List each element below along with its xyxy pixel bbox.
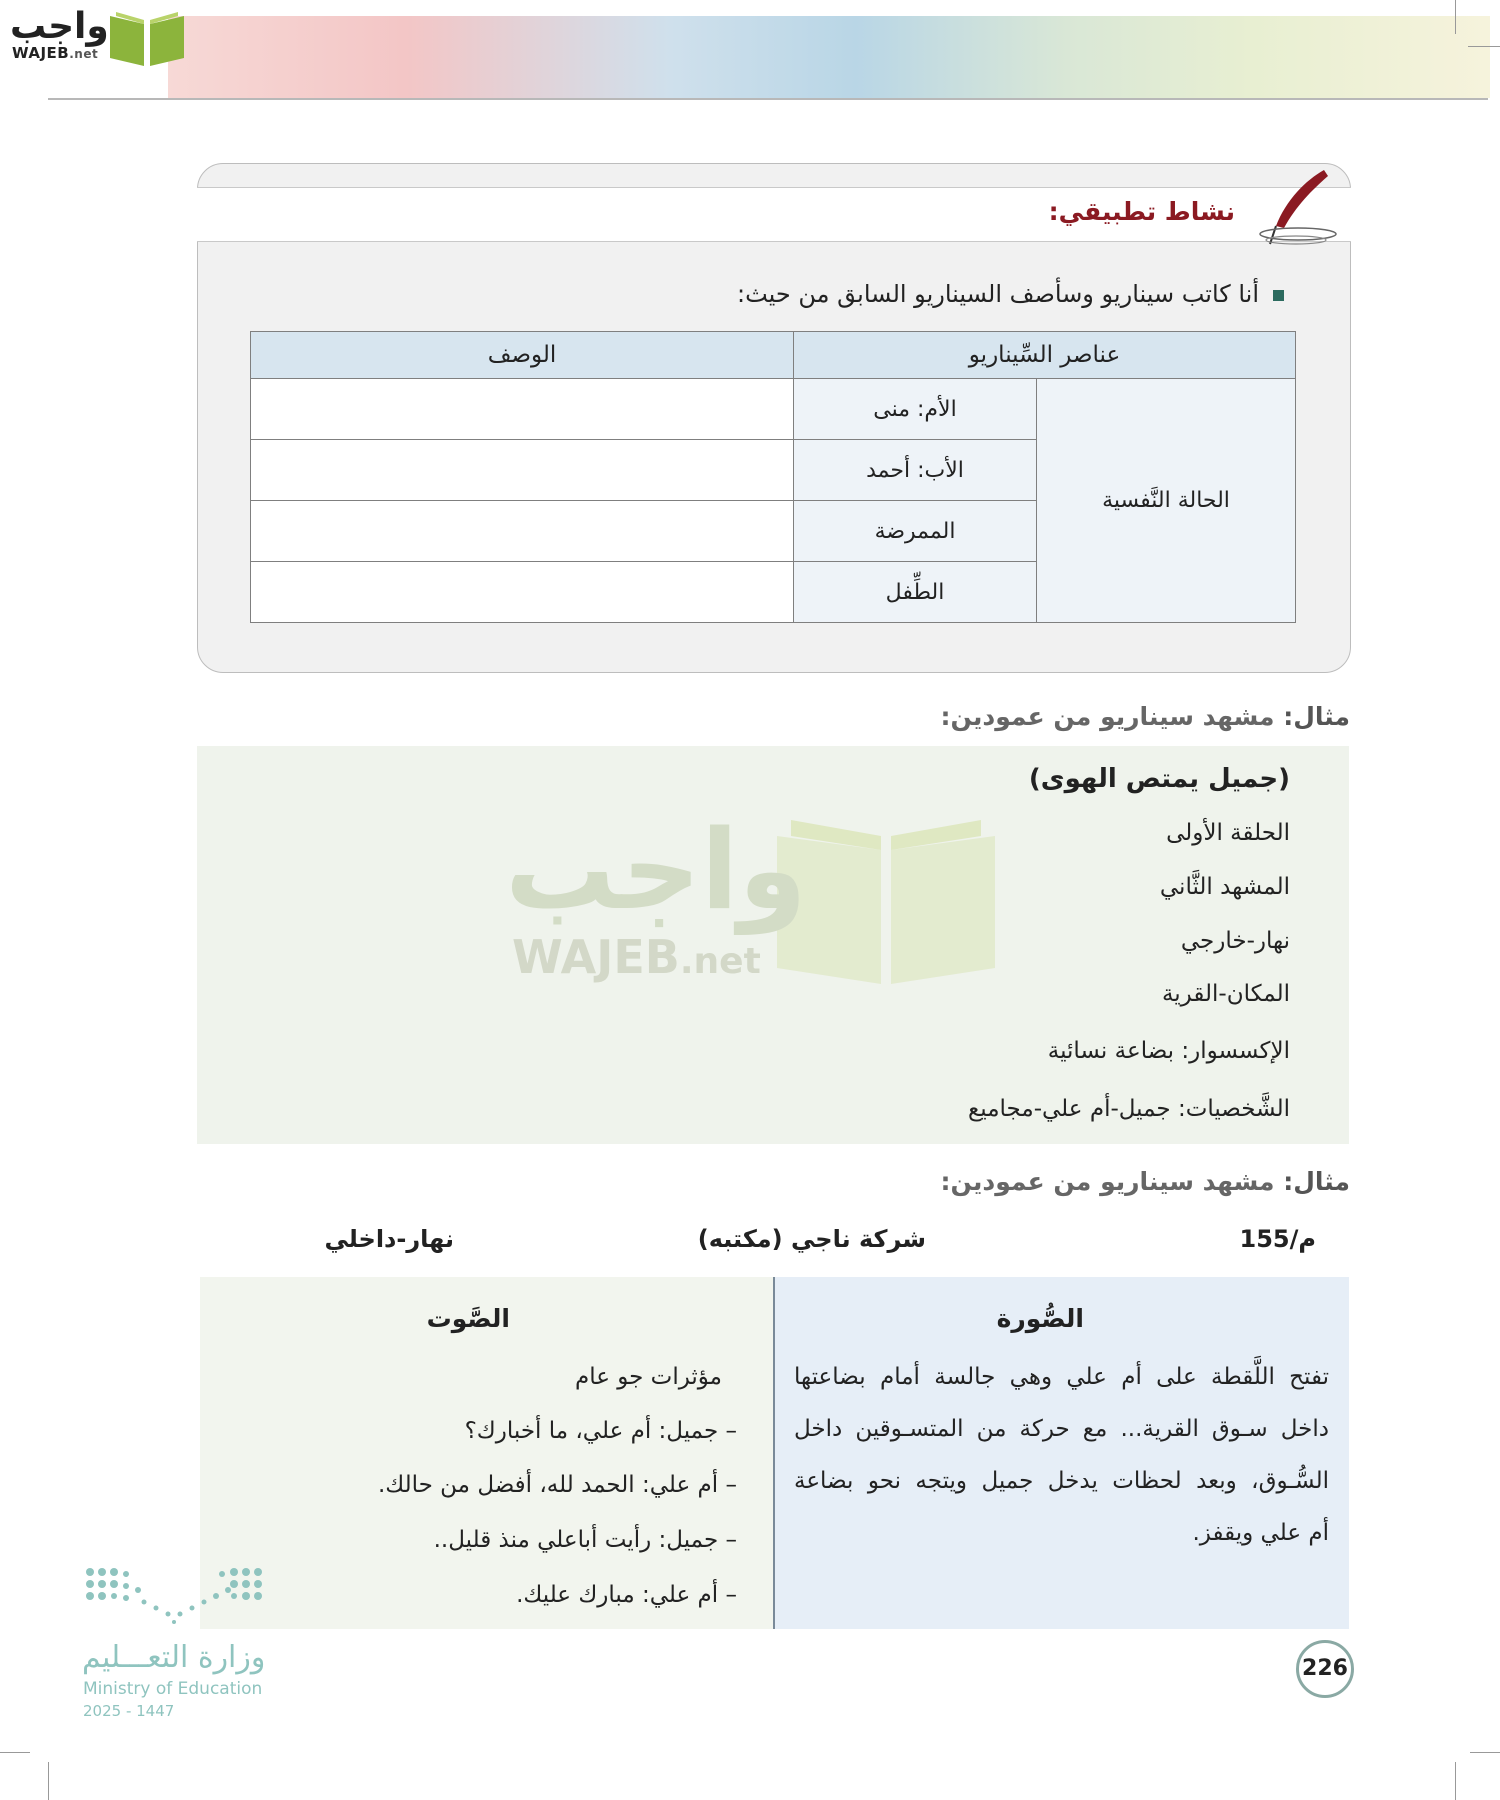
example1-line: المكان-القرية [1161, 981, 1290, 1007]
crop-mark [1455, 1762, 1456, 1800]
picture-line: السُّـوق، وبعد لحظات يدخل جميل ويتجه نحو بضاعة [794, 1468, 1329, 1494]
picture-line: تفتح اللَّقطة على أم علي وهي جالسة أمام بضاعتها [794, 1364, 1329, 1390]
scenario-elements-table [250, 331, 1296, 623]
group-psychological-state: الحالة النَّفسية [1037, 379, 1296, 623]
column-divider [773, 1277, 775, 1629]
description-input-cell[interactable] [251, 440, 794, 501]
example1-line: نهار-خارجي [1180, 928, 1290, 954]
crop-mark [0, 1752, 30, 1753]
picture-header: الصُّورة [996, 1304, 1084, 1333]
quill-pen-icon [1246, 166, 1338, 250]
sound-header: الصَّوت [426, 1304, 510, 1333]
col-header-elements: عناصر السِّيناريو [794, 332, 1296, 379]
wajeb-logo-text: واجب [10, 6, 109, 47]
bullet-square-icon [1273, 290, 1284, 301]
example2-heading: مثال: مشهد سيناريو من عمودين: [940, 1167, 1350, 1196]
example1-line: الحلقة الأولى [1166, 820, 1290, 846]
watermark-book-icon [775, 816, 997, 986]
book-logo-icon [106, 4, 188, 68]
crop-mark [1455, 0, 1456, 34]
header-decorative-band [168, 16, 1490, 98]
watermark-sub: WAJEB.net [512, 930, 761, 984]
crop-mark [48, 1762, 49, 1800]
ministry-logo-icon [84, 1566, 264, 1626]
page-number: 226 [1296, 1640, 1354, 1698]
description-input-cell[interactable] [251, 562, 794, 623]
sound-line: – جميل: أم علي، ما أخبارك؟ [464, 1418, 737, 1444]
example1-title: (جميل يمتص الهوى) [1028, 764, 1290, 794]
element-cell: الأم: منى [794, 379, 1037, 440]
example1-line: الإكسسوار: بضاعة نسائية [1047, 1038, 1290, 1064]
example1-heading: مثال: مشهد سيناريو من عمودين: [940, 702, 1350, 731]
col-header-description: الوصف [251, 332, 794, 379]
header-divider [48, 98, 1488, 100]
sound-line: – أم علي: مبارك عليك. [516, 1582, 737, 1608]
scene-time: نهار-داخلي [324, 1225, 454, 1253]
element-cell: الأب: أحمد [794, 440, 1037, 501]
wajeb-logo-sub: WAJEB.net [12, 44, 99, 62]
scene-location: شركة ناجي (مكتبه) [697, 1225, 926, 1253]
crop-mark [1470, 1752, 1500, 1753]
ministry-name-ar: وزارة التعـــليم [82, 1640, 266, 1675]
sound-line: – أم علي: الحمد لله، أفضل من حالك. [377, 1472, 737, 1498]
crop-mark [1468, 46, 1500, 47]
example1-line: الشَّخصيات: جميل-أم علي-مجاميع [968, 1096, 1290, 1122]
activity-title: نشاط تطبيقي: [1048, 197, 1235, 226]
ministry-name-en: Ministry of Education [83, 1679, 263, 1699]
element-cell: الممرضة [794, 501, 1037, 562]
description-input-cell[interactable] [251, 379, 794, 440]
element-cell: الطِّفل [794, 562, 1037, 623]
watermark-text: واجب [505, 806, 807, 934]
sound-line: – جميل: رأيت أباعلي منذ قليل.. [433, 1527, 737, 1553]
picture-line: أم علي ويقفز. [1192, 1520, 1329, 1546]
description-input-cell[interactable] [251, 501, 794, 562]
ministry-year: 2025 - 1447 [83, 1702, 175, 1720]
example1-line: المشهد الثَّاني [1159, 874, 1290, 900]
scene-number: م/155 [1239, 1225, 1316, 1253]
sound-line: مؤثرات جو عام [574, 1364, 722, 1390]
activity-instruction: أنا كاتب سيناريو وسأصف السيناريو السابق من حيث: [737, 280, 1284, 308]
picture-line: داخل سـوق القرية... مع حركة من المتسـوقين داخل [794, 1416, 1329, 1442]
